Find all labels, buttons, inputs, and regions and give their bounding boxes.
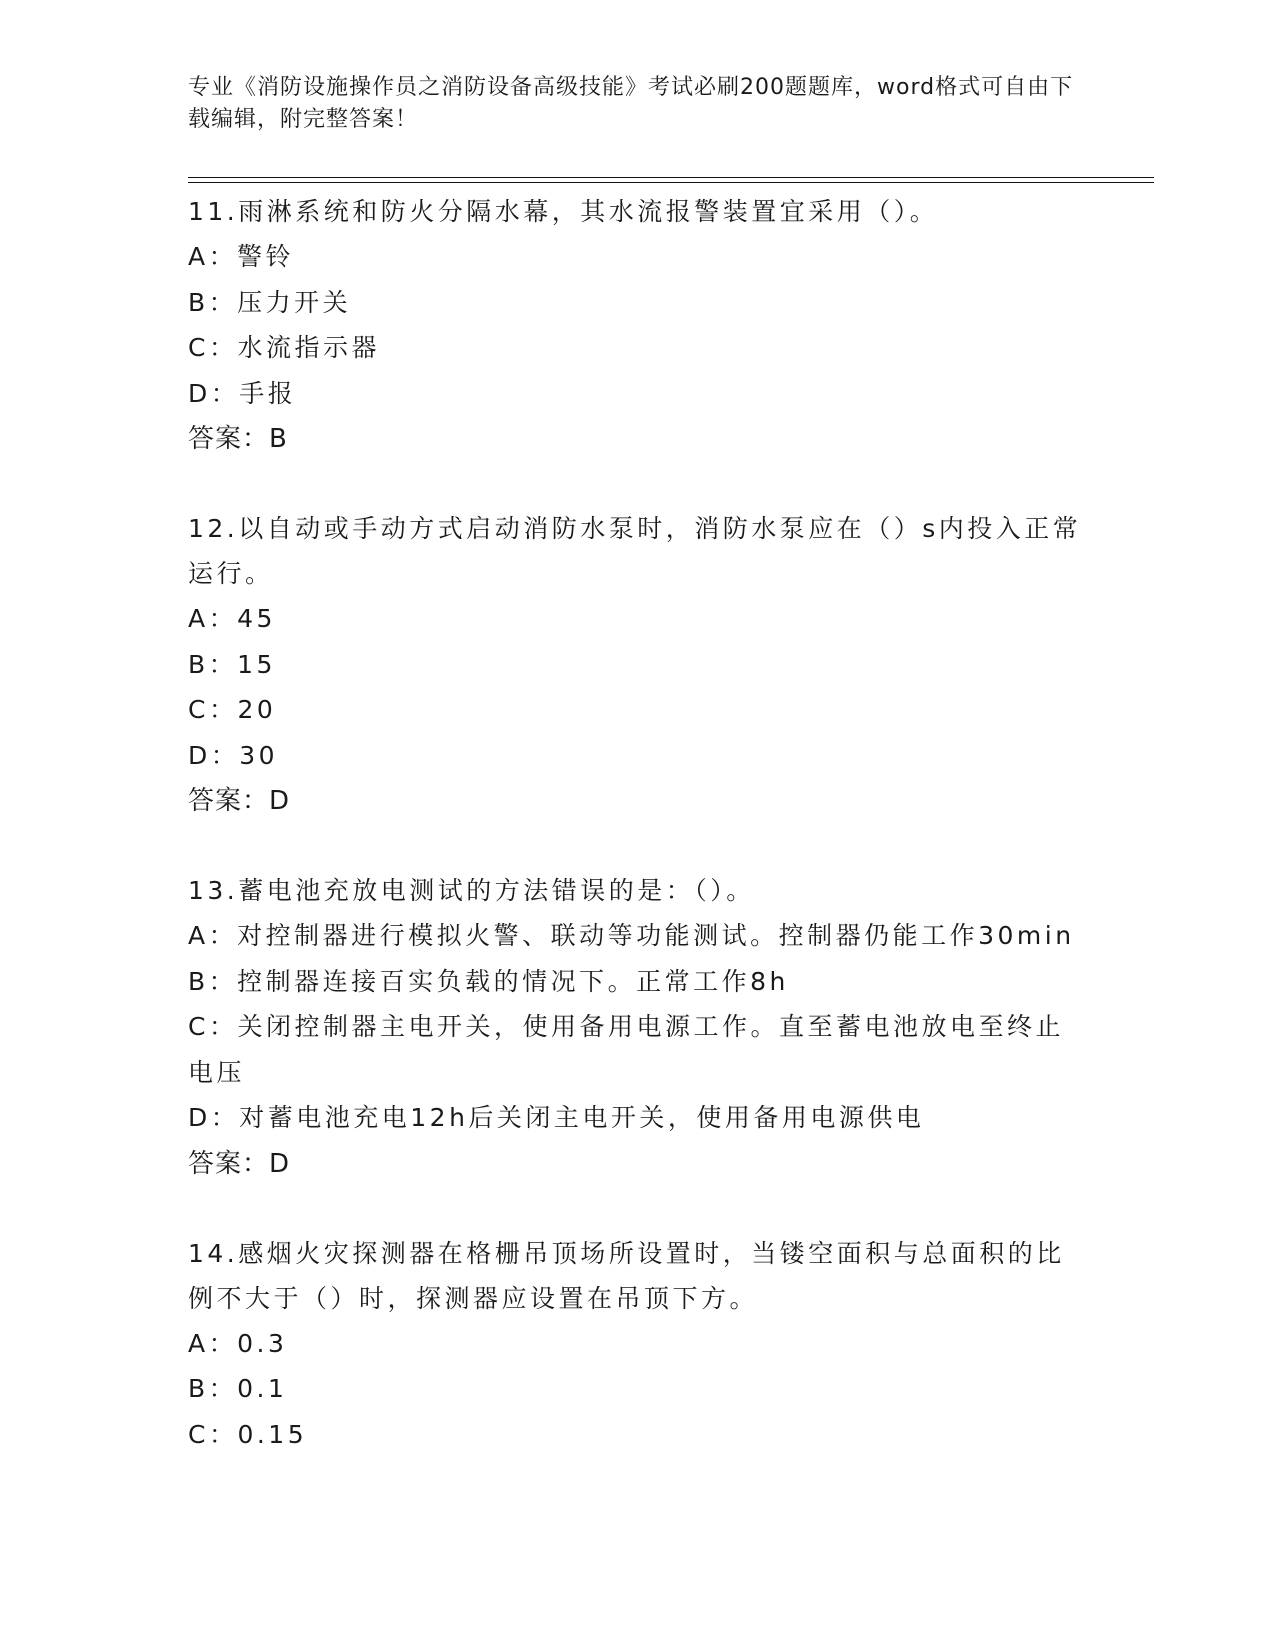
option-b: B：15 — [188, 649, 276, 679]
question-stem: 12.以自动或手动方式启动消防水泵时，消防水泵应在（）s内投入正常运行。 — [188, 514, 1082, 588]
option-a: A：0.3 — [188, 1328, 288, 1358]
option-c: C：20 — [188, 695, 277, 724]
option-c: C：0.15 — [188, 1419, 308, 1449]
question-12 — [188, 506, 1088, 824]
answer-label: 答案：B — [188, 424, 288, 454]
option-b: B：控制器连接百实负载的情况下。正常工作8h — [188, 966, 789, 996]
option-a: A：警铃 — [188, 242, 295, 271]
header-divider-bottom — [188, 182, 1154, 183]
document-header: 专业《消防设施操作员之消防设备高级技能》考试必刷200题题库，word格式可自由下载编辑，附完整答案！ — [188, 75, 1074, 132]
header-divider-top — [188, 177, 1154, 178]
question-11 — [188, 189, 1088, 462]
answer-label: 答案：D — [188, 1148, 291, 1179]
question-14 — [188, 1231, 1088, 1458]
option-b: B：压力开关 — [188, 287, 352, 317]
option-b: B：0.1 — [188, 1374, 288, 1403]
question-stem: 13.蓄电池充放电测试的方法错误的是：（）。 — [188, 876, 755, 905]
question-13 — [188, 868, 1088, 1187]
answer-label: 答案：D — [188, 786, 291, 816]
option-c: C：水流指示器 — [188, 333, 380, 362]
question-stem: 11.雨淋系统和防火分隔水幕，其水流报警装置宜采用（）。 — [188, 197, 939, 226]
option-a: A：对控制器进行模拟火警、联动等功能测试。控制器仍能工作30min — [188, 921, 1075, 950]
option-a: A：45 — [188, 604, 276, 633]
option-d: D：30 — [188, 740, 279, 770]
question-list — [188, 189, 1088, 1501]
option-c: C：关闭控制器主电开关，使用备用电源工作。直至蓄电池放电至终止电压 — [188, 1012, 1064, 1087]
option-d: D：对蓄电池充电12h后关闭主电开关，使用备用电源供电 — [188, 1103, 925, 1132]
question-stem: 14.感烟火灾探测器在格栅吊顶场所设置时，当镂空面积与总面积的比例不大于（）时，探测器应设置在吊顶下方。 — [188, 1238, 1065, 1313]
option-d: D：手报 — [188, 378, 297, 408]
